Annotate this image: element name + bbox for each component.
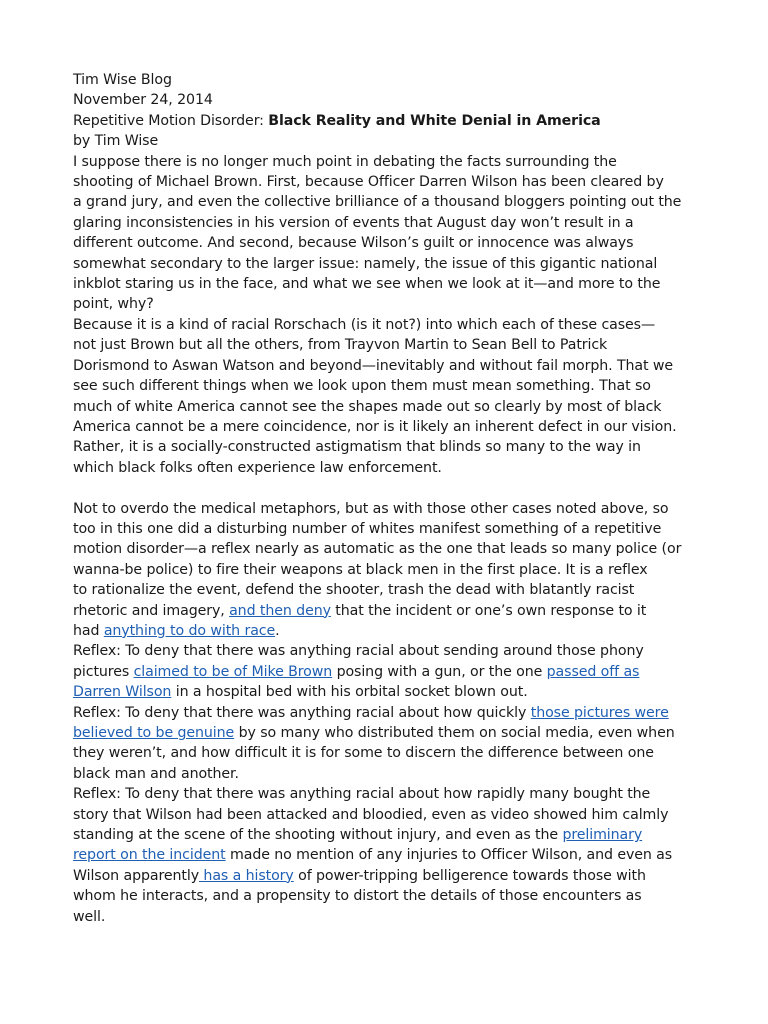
paragraph-line: shooting of Michael Brown. First, because Officer Darren Wilson has been cleared by <box>73 174 664 191</box>
paragraph-line: black man and another. <box>73 765 239 782</box>
paragraph-3 <box>73 499 703 642</box>
post-title <box>73 111 703 131</box>
link-pictures-believed-genuine-cont[interactable]: believed to be genuine <box>73 724 235 741</box>
link-passed-off-as-darren-wilson-cont[interactable]: Darren Wilson <box>73 684 172 701</box>
paragraph-line: wanna-be police) to fire their weapons at black men in the first place. It is a reflex <box>73 561 648 578</box>
link-preliminary-report[interactable]: preliminary <box>562 827 643 844</box>
text-span: that the incident or one’s own response to it <box>330 602 647 619</box>
post-date: November 24, 2014 <box>73 92 213 109</box>
paragraph-line: somewhat secondary to the larger issue: namely, the issue of this gigantic national <box>73 255 658 272</box>
text-span: Wilson apparently <box>73 867 200 884</box>
paragraph-line: a grand jury, and even the collective brilliance of a thousand bloggers pointing out the <box>73 194 682 211</box>
text-span: in a hospital bed with his orbital socket blown out. <box>171 684 528 701</box>
text-span: standing at the scene of the shooting without injury, and even as the <box>73 827 563 844</box>
paragraph-line: point, why? <box>73 296 154 313</box>
link-pictures-believed-genuine[interactable]: those pictures were <box>530 704 669 721</box>
paragraph-line: Because it is a kind of racial Rorschach (is it not?) into which each of these cases— <box>73 316 656 333</box>
text-span: posing with a gun, or the one <box>332 663 547 680</box>
paragraph-line <box>73 621 703 641</box>
paragraph-line: well. <box>73 908 106 925</box>
link-has-a-history[interactable]: has a history <box>199 867 294 884</box>
reflex-paragraph-1 <box>73 641 703 702</box>
paragraph-line: not just Brown but all the others, from Trayvon Martin to Sean Bell to Patrick <box>73 337 608 354</box>
paragraph-line: America cannot be a mere coincidence, nor is it likely an inherent defect in our vision. <box>73 418 677 435</box>
paragraph-line: Reflex: To deny that there was anything racial about sending around those phony <box>73 643 644 660</box>
link-anything-to-do-with-race[interactable]: anything to do with race <box>103 622 276 639</box>
paragraph-line: I suppose there is no longer much point in debating the facts surrounding the <box>73 153 617 170</box>
paragraph-line <box>73 662 703 682</box>
paragraph-line <box>73 723 703 743</box>
text-span: of power-tripping belligerence towards those with <box>293 867 646 884</box>
paragraph-line: whom he interacts, and a propensity to distort the details of those encounters as <box>73 888 642 905</box>
paragraph-line: different outcome. And second, because Wilson’s guilt or innocence was always <box>73 235 634 252</box>
paragraph-line: to rationalize the event, defend the shooter, trash the dead with blatantly racist <box>73 582 635 599</box>
paragraph-line: inkblot staring us in the face, and what we see when we look at it—and more to the <box>73 276 661 293</box>
paragraph-line <box>73 866 703 886</box>
paragraph-line <box>73 601 703 621</box>
byline: by Tim Wise <box>73 133 159 150</box>
paragraph-2 <box>73 315 703 478</box>
paragraph-line: which black folks often experience law enforcement. <box>73 459 442 476</box>
paragraph-line <box>73 845 703 865</box>
paragraph-line: much of white America cannot see the shapes made out so clearly by most of black <box>73 398 662 415</box>
paragraph-line: Reflex: To deny that there was anything racial about how rapidly many bought the <box>73 786 651 803</box>
paragraph-line <box>73 682 703 702</box>
paragraph-line <box>73 825 703 845</box>
text-span: pictures <box>73 663 134 680</box>
paragraph-1 <box>73 152 703 315</box>
paragraph-line: see such different things when we look upon them must mean something. That so <box>73 378 651 395</box>
link-claimed-mike-brown[interactable]: claimed to be of Mike Brown <box>133 663 333 680</box>
paragraph-line: glaring inconsistencies in his version of events that August day won’t result in a <box>73 214 634 231</box>
blog-name: Tim Wise Blog <box>73 72 172 88</box>
reflex-paragraph-3 <box>73 784 703 927</box>
reflex-paragraph-2 <box>73 703 703 785</box>
paragraph-line: too in this one did a disturbing number of whites manifest something of a repetitive <box>73 520 662 537</box>
title-bold: Black Reality and White Denial in America <box>268 112 601 129</box>
document-page <box>73 70 703 927</box>
paragraph-line: Rather, it is a socially-constructed astigmatism that blinds so many to the way in <box>73 439 641 456</box>
text-span: Reflex: To deny that there was anything racial about how quickly <box>73 704 531 721</box>
title-prefix: Repetitive Motion Disorder: <box>73 112 269 129</box>
paragraph-line: story that Wilson had been attacked and bloodied, even as video showed him calmly <box>73 806 669 823</box>
text-span: by so many who distributed them on social media, even when <box>234 724 675 741</box>
paragraph-line: Dorismond to Aswan Watson and beyond—inevitably and without fail morph. That we <box>73 357 674 374</box>
link-preliminary-report-cont[interactable]: report on the incident <box>73 847 226 864</box>
paragraph-line <box>73 703 703 723</box>
text-span: had <box>73 622 104 639</box>
paragraph-line: they weren’t, and how difficult it is for some to discern the difference between one <box>73 745 654 762</box>
paragraph-line: Not to overdo the medical metaphors, but as with those other cases noted above, so <box>73 500 669 517</box>
paragraph-gap <box>73 478 703 498</box>
text-span: . <box>275 622 280 639</box>
link-and-then-deny[interactable]: and then deny <box>229 602 331 619</box>
paragraph-line: motion disorder—a reflex nearly as automatic as the one that leads so many police (or <box>73 541 682 558</box>
link-passed-off-as-darren-wilson[interactable]: passed off as <box>546 663 640 680</box>
text-span: made no mention of any injuries to Officer Wilson, and even as <box>225 847 673 864</box>
text-span: rhetoric and imagery, <box>73 602 230 619</box>
